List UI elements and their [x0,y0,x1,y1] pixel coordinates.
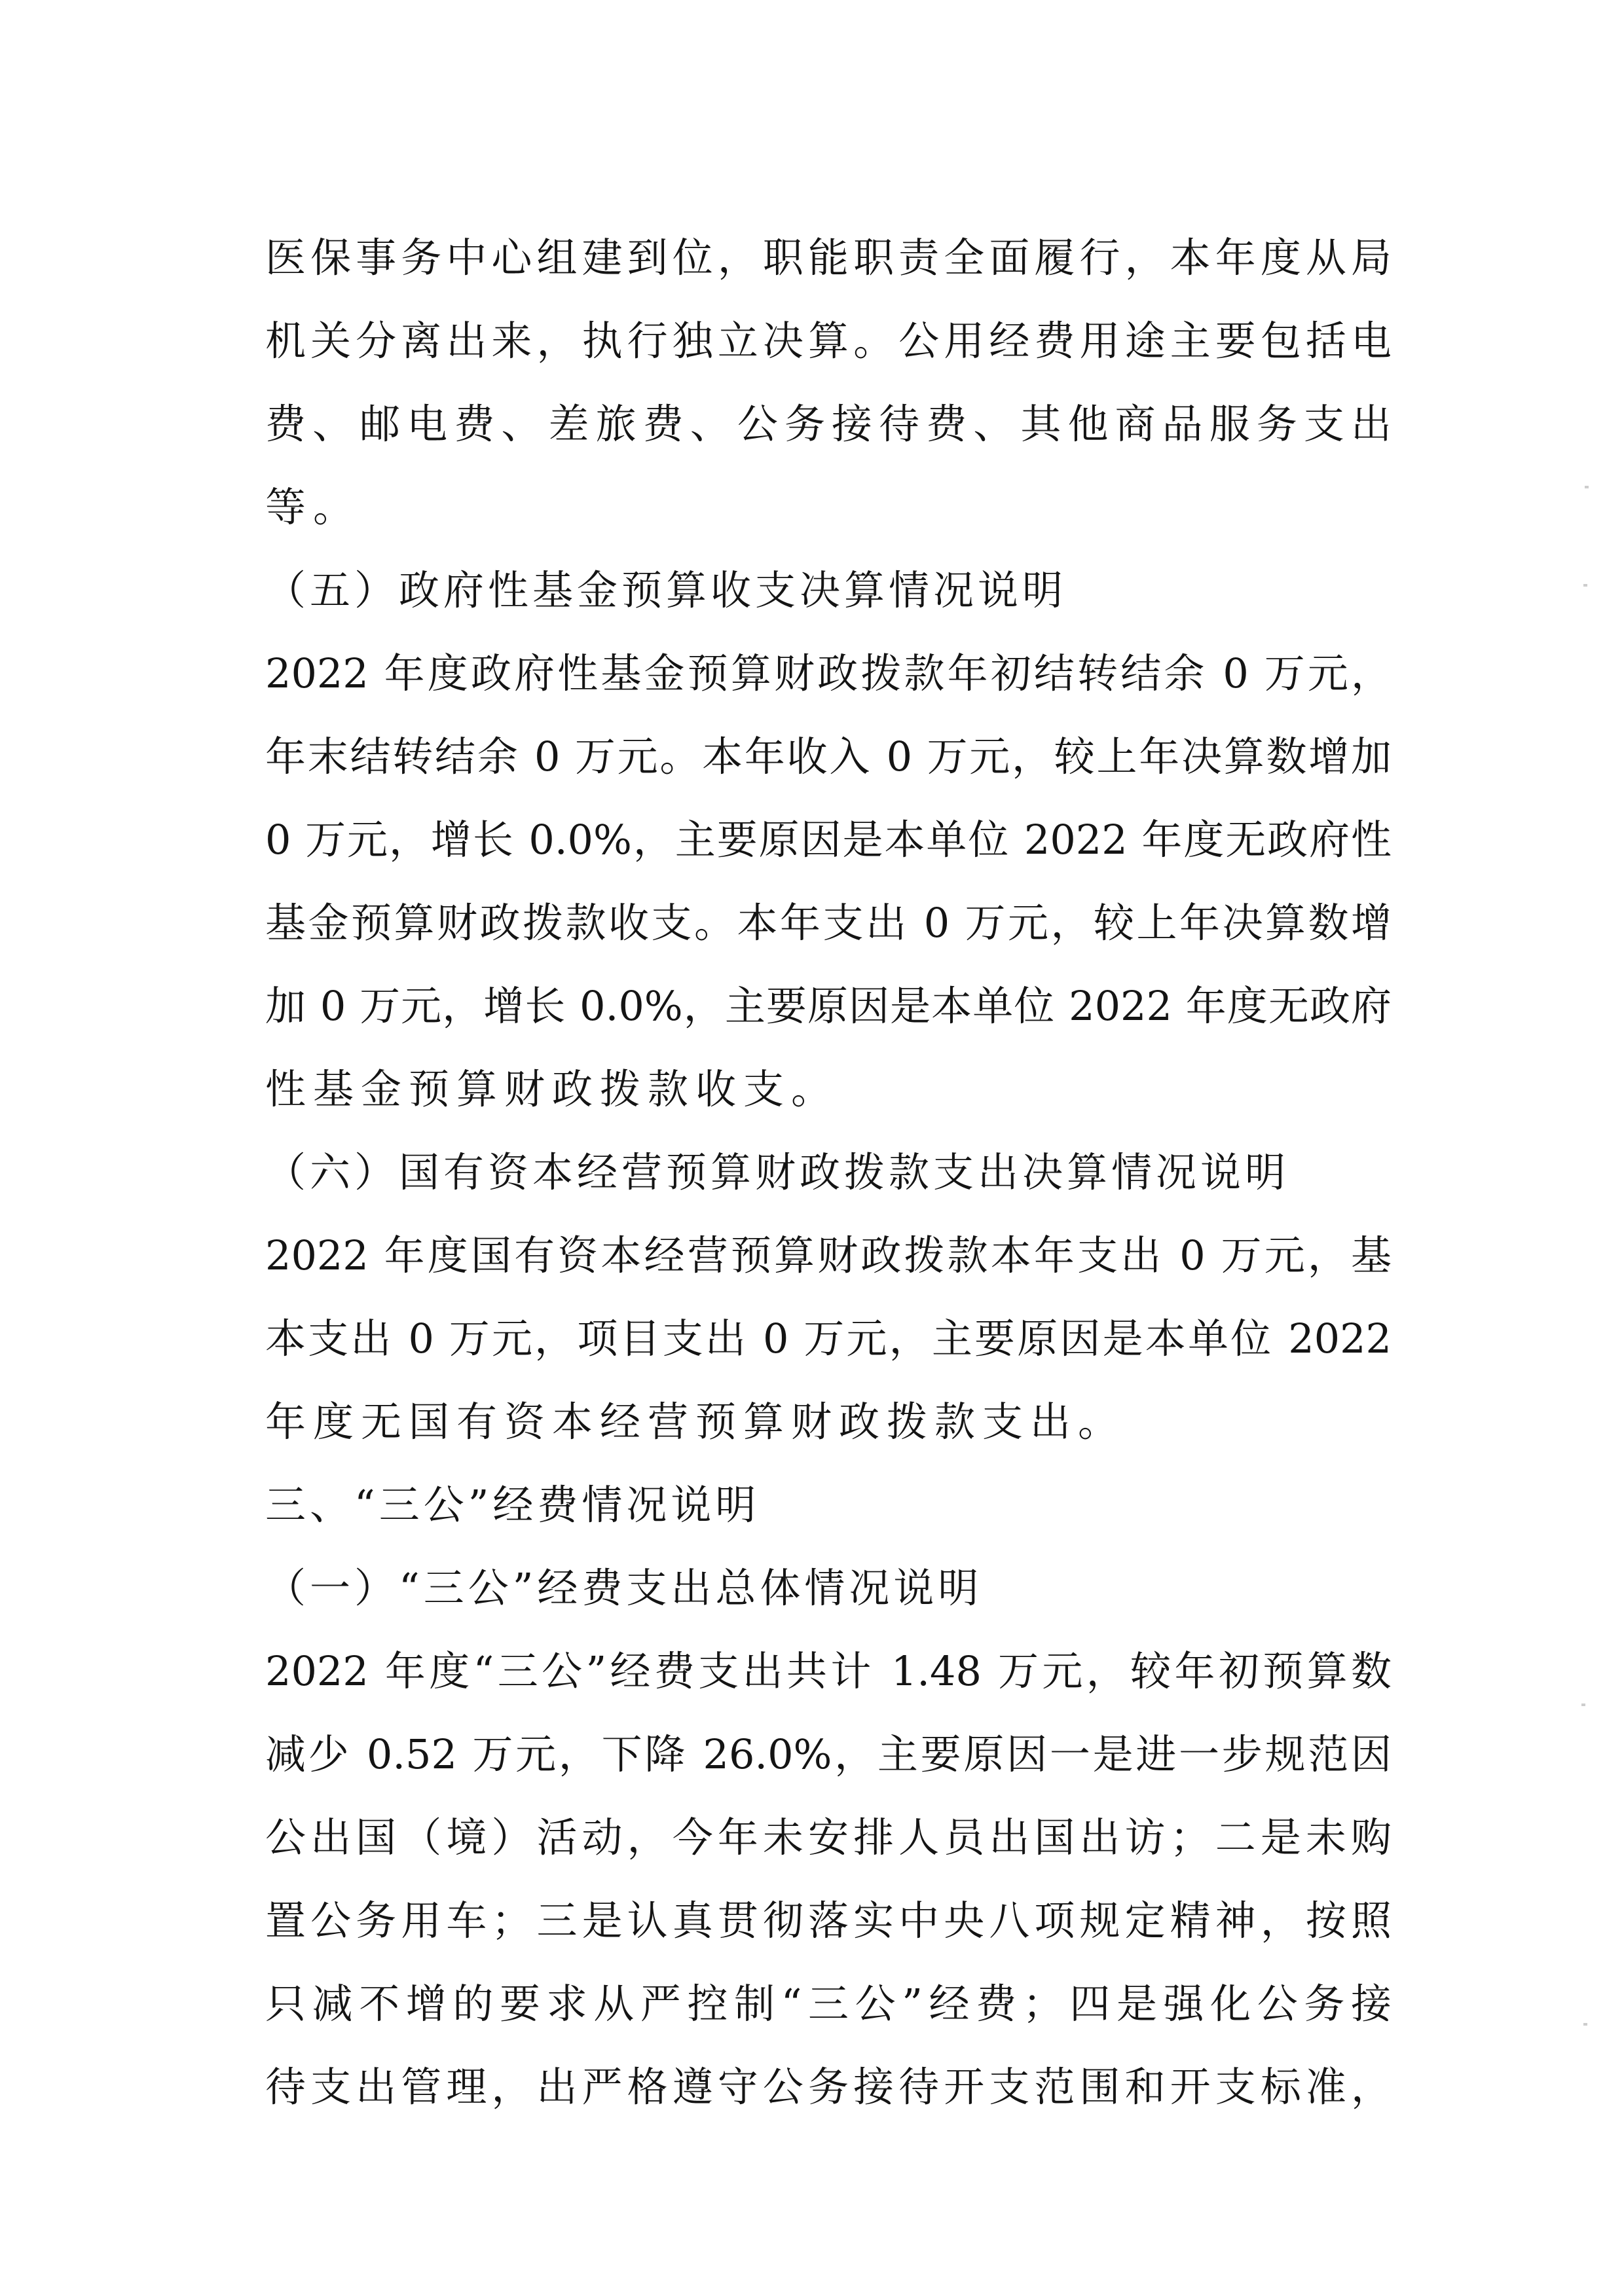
section-heading-three-public: 三、“三公”经费情况说明 [265,1481,760,1529]
paragraph-line: 0 万元，增长 0.0%，主要原因是本单位 2022 年度无政府性 [265,816,1392,864]
subsection-heading-government-fund: （五）政府性基金预算收支决算情况说明 [265,566,1067,614]
paragraph-line: 机关分离出来，执行独立决算。公用经费用途主要包括电 [265,317,1392,365]
paragraph-line: 医保事务中心组建到位，职能职责全面履行，本年度从局 [265,234,1392,282]
paragraph-line: 性基金预算财政拨款收支。 [265,1065,840,1113]
paragraph-line: 基金预算财政拨款收支。本年支出 0 万元，较上年决算数增 [265,899,1392,947]
scan-artifact [1581,1704,1585,1706]
subsection-heading-overall: （一）“三公”经费支出总体情况说明 [265,1564,983,1612]
paragraph-line: 公出国（境）活动，今年未安排人员出国出访；二是未购 [265,1813,1392,1861]
paragraph-line: 待支出管理，出严格遵守公务接待开支范围和开支标准， [265,2063,1392,2111]
paragraph-line: 只减不增的要求从严控制“三公”经费；四是强化公务接 [265,1980,1392,2028]
paragraph-line: 2022 年度国有资本经营预算财政拨款本年支出 0 万元，基 [265,1231,1392,1279]
paragraph-line: 年末结转结余 0 万元。本年收入 0 万元，较上年决算数增加 [265,733,1392,780]
paragraph-line: 加 0 万元，增长 0.0%，主要原因是本单位 2022 年度无政府 [265,982,1392,1030]
paragraph-line: 本支出 0 万元，项目支出 0 万元，主要原因是本单位 2022 [265,1315,1392,1362]
paragraph-line: 等。 [265,483,361,531]
document-body [265,216,1392,2128]
paragraph-line: 年度无国有资本经营预算财政拨款支出。 [265,1398,1126,1446]
scan-artifact [1583,2023,1587,2026]
paragraph-line: 置公务用车；三是认真贯彻落实中央八项规定精神，按照 [265,1897,1392,1944]
scan-artifact [1585,486,1589,488]
paragraph-line: 2022 年度“三公”经费支出共计 1.48 万元，较年初预算数 [265,1647,1392,1695]
paragraph-line: 2022 年度政府性基金预算财政拨款年初结转结余 0 万元， [265,649,1392,697]
paragraph-line: 减少 0.52 万元，下降 26.0%，主要原因一是进一步规范因 [265,1730,1392,1778]
scan-artifact [1583,584,1587,587]
paragraph-line: 费、邮电费、差旅费、公务接待费、其他商品服务支出 [265,400,1392,448]
subsection-heading-state-capital: （六）国有资本经营预算财政拨款支出决算情况说明 [265,1148,1290,1196]
